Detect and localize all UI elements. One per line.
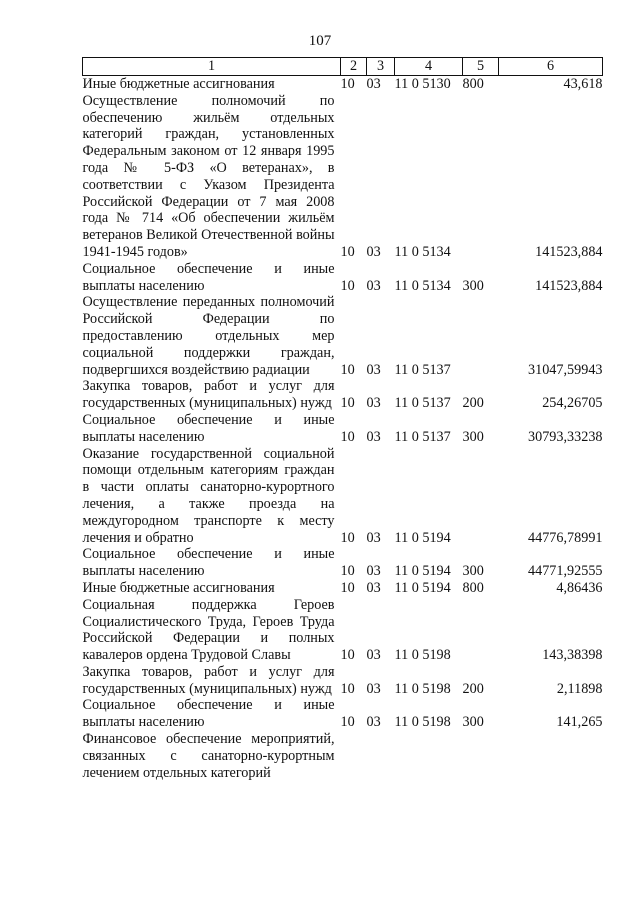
row-subsection: 03	[366, 76, 381, 92]
column-header: 3	[367, 58, 395, 76]
row-amount: 44776,78991	[528, 529, 603, 546]
row-name: Социальная поддержка Героев Социалистического Труда, Героев Труда Российской Федерации и полных кавалеров ордена Трудовой Славы	[82, 596, 335, 664]
table-row	[83, 664, 603, 698]
row-amount: 141523,884	[535, 277, 603, 294]
row-name: Социальное обеспечение и иные выплаты населению	[82, 411, 335, 445]
row-section: 10	[340, 395, 355, 412]
row-target-code: 11 0 5198	[394, 647, 451, 664]
row-amount: 141,265	[556, 714, 603, 731]
table-header-row	[83, 58, 603, 76]
budget-table	[82, 57, 603, 781]
row-subsection: 03	[366, 647, 381, 664]
row-target-code: 11 0 5198	[394, 714, 451, 731]
column-header: 4	[395, 58, 463, 76]
row-section: 10	[340, 563, 355, 580]
row-expense-type: 800	[462, 579, 484, 596]
row-expense-type: 300	[462, 277, 484, 294]
table-row	[83, 294, 603, 378]
row-target-code: 11 0 5130	[394, 76, 451, 92]
row-amount	[499, 731, 603, 781]
row-target-code: 11 0 5194	[394, 563, 451, 580]
row-name: Осуществление полномочий по обеспечению жильём отдельных категорий граждан, установленных Федеральным законом от 12 января 1995 года № 5-ФЗ «О ветеранах», в соответствии с Указом Президента Российской Федерации от 7 мая 2008 года № 714 «Об обеспечении жильём ветеранов Великой Отечественной войны 1941-1945 годов»	[82, 92, 335, 260]
row-expense-type	[463, 446, 499, 547]
table-row	[83, 731, 603, 781]
column-header: 2	[341, 58, 367, 76]
table-row	[83, 93, 603, 261]
row-section: 10	[340, 76, 355, 92]
row-section: 10	[340, 428, 355, 445]
row-name: Закупка товаров, работ и услуг для государственных (муниципальных) нужд	[82, 378, 335, 412]
row-expense-type	[463, 294, 499, 378]
row-target-code: 11 0 5134	[394, 277, 451, 294]
row-name: Оказание государственной социальной помощи отдельным категориям граждан в части оплаты санаторно-курортного лечения, а также проезда на междугородном транспорте к месту лечения и обратно	[82, 445, 335, 546]
table-row	[83, 697, 603, 731]
row-section: 10	[340, 579, 355, 596]
column-header: 5	[463, 58, 499, 76]
row-target-code: 11 0 5198	[394, 680, 451, 697]
row-section: 10	[340, 647, 355, 664]
row-subsection: 03	[366, 579, 381, 596]
row-section	[341, 731, 367, 781]
table-row	[83, 76, 603, 93]
row-subsection: 03	[366, 714, 381, 731]
row-expense-type: 200	[462, 680, 484, 697]
row-amount: 44771,92555	[528, 563, 603, 580]
row-subsection: 03	[366, 428, 381, 445]
row-name: Иные бюджетные ассигнования	[82, 579, 275, 596]
row-subsection: 03	[366, 680, 381, 697]
column-header: 6	[499, 58, 603, 76]
table-row	[83, 261, 603, 295]
row-amount: 143,38398	[542, 647, 603, 664]
row-amount: 31047,59943	[528, 361, 603, 378]
row-name: Социальное обеспечение и иные выплаты населению	[82, 260, 335, 294]
table-row	[83, 412, 603, 446]
table-body	[83, 76, 603, 782]
row-amount: 2,11898	[556, 680, 603, 697]
row-amount: 4,86436	[556, 579, 603, 596]
row-section: 10	[340, 714, 355, 731]
row-section: 10	[340, 277, 355, 294]
row-target-code: 11 0 5194	[394, 579, 451, 596]
row-expense-type: 300	[462, 428, 484, 445]
row-subsection: 03	[366, 563, 381, 580]
row-section: 10	[340, 529, 355, 546]
table-row	[83, 597, 603, 664]
row-name: Финансовое обеспечение мероприятий, связанных с санаторно-курортным лечением отдельных категорий	[82, 731, 335, 781]
row-subsection: 03	[366, 529, 381, 546]
row-name: Иные бюджетные ассигнования	[82, 76, 275, 92]
row-expense-type	[463, 93, 499, 261]
row-section: 10	[340, 361, 355, 378]
row-amount: 254,26705	[542, 395, 603, 412]
row-name: Социальное обеспечение и иные выплаты населению	[82, 546, 335, 580]
row-subsection: 03	[366, 361, 381, 378]
row-expense-type	[463, 731, 499, 781]
row-target-code: 11 0 5137	[394, 395, 451, 412]
row-expense-type: 300	[462, 714, 484, 731]
row-expense-type: 300	[462, 563, 484, 580]
row-section: 10	[340, 243, 355, 260]
table-row	[83, 378, 603, 412]
row-subsection: 03	[366, 395, 381, 412]
table-row	[83, 580, 603, 597]
row-expense-type	[463, 597, 499, 664]
row-section: 10	[340, 680, 355, 697]
row-target-code: 11 0 5137	[394, 361, 451, 378]
page-number: 107	[308, 33, 332, 49]
table-row	[83, 546, 603, 580]
row-expense-type: 200	[462, 395, 484, 412]
row-subsection: 03	[366, 277, 381, 294]
row-subsection	[367, 731, 395, 781]
row-amount: 141523,884	[535, 243, 603, 260]
row-target-code: 11 0 5134	[394, 243, 451, 260]
table-row	[83, 446, 603, 547]
row-amount: 43,618	[563, 76, 603, 92]
row-target-code	[395, 731, 463, 781]
row-target-code: 11 0 5137	[394, 428, 451, 445]
row-subsection: 03	[366, 243, 381, 260]
column-header: 1	[83, 58, 341, 76]
row-name: Закупка товаров, работ и услуг для государственных (муниципальных) нужд	[82, 663, 335, 697]
row-target-code: 11 0 5194	[394, 529, 451, 546]
row-name: Социальное обеспечение и иные выплаты населению	[82, 697, 335, 731]
row-name: Осуществление переданных полномочий Российской Федерации по предоставлению отдельных мер социальной поддержки граждан, подвергшихся воздействию радиации	[82, 294, 335, 378]
row-expense-type: 800	[462, 76, 484, 92]
row-amount: 30793,33238	[528, 428, 603, 445]
